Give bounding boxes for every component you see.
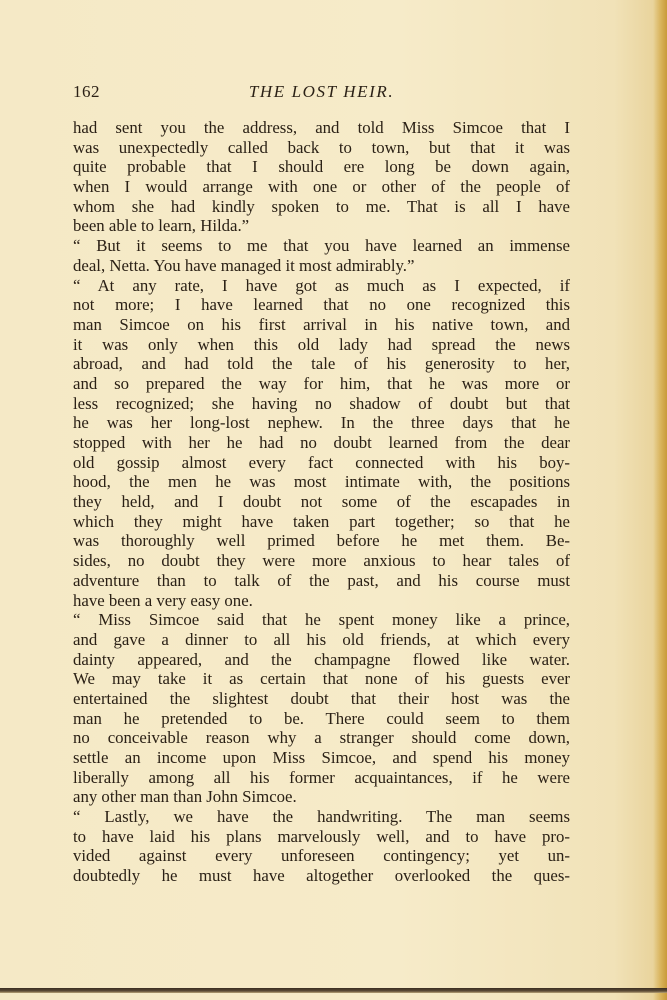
text-line: settle an income upon Miss Simcoe, and spend his money bbox=[73, 748, 570, 767]
text-line: adventure than to talk of the past, and his course must bbox=[73, 570, 570, 590]
text-line: doubtedly he must have altogether overlooked the ques- bbox=[73, 866, 570, 886]
text-line: whom she had kindly spoken to me. That is all I have bbox=[73, 196, 570, 216]
text-line: “ Lastly, we have the handwriting. The man seems bbox=[73, 807, 570, 827]
text-line: abroad, and had told the tale of his generosity to her, bbox=[73, 354, 570, 374]
text-line: any other man than John Simcoe. bbox=[73, 787, 297, 807]
text-line: had sent you the address, and told Miss Simcoe that I bbox=[73, 118, 570, 137]
text-line: when I would arrange with one or other of the people of bbox=[73, 177, 570, 197]
page-header bbox=[73, 82, 570, 106]
text-line: was thoroughly well primed before he met them. Be- bbox=[73, 531, 570, 551]
text-line: been able to learn, Hilda.” bbox=[73, 216, 250, 236]
text-line: was unexpectedly called back to town, but that it was bbox=[73, 137, 570, 157]
text-line: it was only when this old lady had spread the news bbox=[73, 334, 570, 354]
text-line: no conceivable reason why a stranger should come down, bbox=[73, 728, 570, 748]
text-line: We may take it as certain that none of his guests ever bbox=[73, 669, 570, 689]
text-line: hood, the men he was most intimate with, the positions bbox=[73, 472, 570, 492]
text-line: they held, and I doubt not some of the escapades in bbox=[73, 492, 570, 512]
bottom-rule bbox=[0, 988, 667, 993]
text-line: less recognized; she having no shadow of doubt but that bbox=[73, 393, 570, 413]
body-text bbox=[73, 118, 570, 886]
text-line: man he pretended to be. There could seem to them bbox=[73, 708, 570, 728]
text-line: have been a very easy one. bbox=[73, 590, 253, 610]
text-line: he was her long-lost nephew. In the three days that he bbox=[73, 413, 570, 433]
text-line: man Simcoe on his first arrival in his native town, and bbox=[73, 314, 570, 334]
text-line: which they might have taken part together; so that he bbox=[73, 511, 570, 531]
text-line: dainty appeared, and the champagne flowed like water. bbox=[73, 649, 570, 669]
running-title: THE LOST HEIR. bbox=[248, 82, 395, 101]
text-line: “ At any rate, I have got as much as I expected, if bbox=[73, 275, 570, 295]
text-line: “ But it seems to me that you have learned an immense bbox=[73, 236, 570, 256]
text-line: stopped with her he had no doubt learned from the dear bbox=[73, 433, 570, 452]
text-line: not more; I have learned that no one recognized this bbox=[73, 295, 570, 315]
text-line: liberally among all his former acquaintances, if he were bbox=[73, 767, 570, 787]
text-line: entertained the slightest doubt that their host was the bbox=[73, 688, 570, 708]
text-line: deal, Netta. You have managed it most admirably.” bbox=[73, 255, 415, 275]
text-line: and so prepared the way for him, that he was more or bbox=[73, 373, 570, 393]
text-line: old gossip almost every fact connected with his boy- bbox=[73, 452, 570, 472]
text-line: “ Miss Simcoe said that he spent money like a prince, bbox=[73, 610, 570, 630]
text-line: to have laid his plans marvelously well, and to have pro- bbox=[73, 826, 570, 846]
text-line: quite probable that I should ere long be down again, bbox=[73, 157, 570, 177]
page-edge-shadow bbox=[653, 0, 667, 1000]
text-line: and gave a dinner to all his old friends, at which every bbox=[73, 629, 570, 649]
text-line: vided against every unforeseen contingency; yet un- bbox=[73, 846, 570, 866]
text-line: sides, no doubt they were more anxious to hear tales of bbox=[73, 551, 570, 571]
page-number: 162 bbox=[73, 82, 100, 101]
